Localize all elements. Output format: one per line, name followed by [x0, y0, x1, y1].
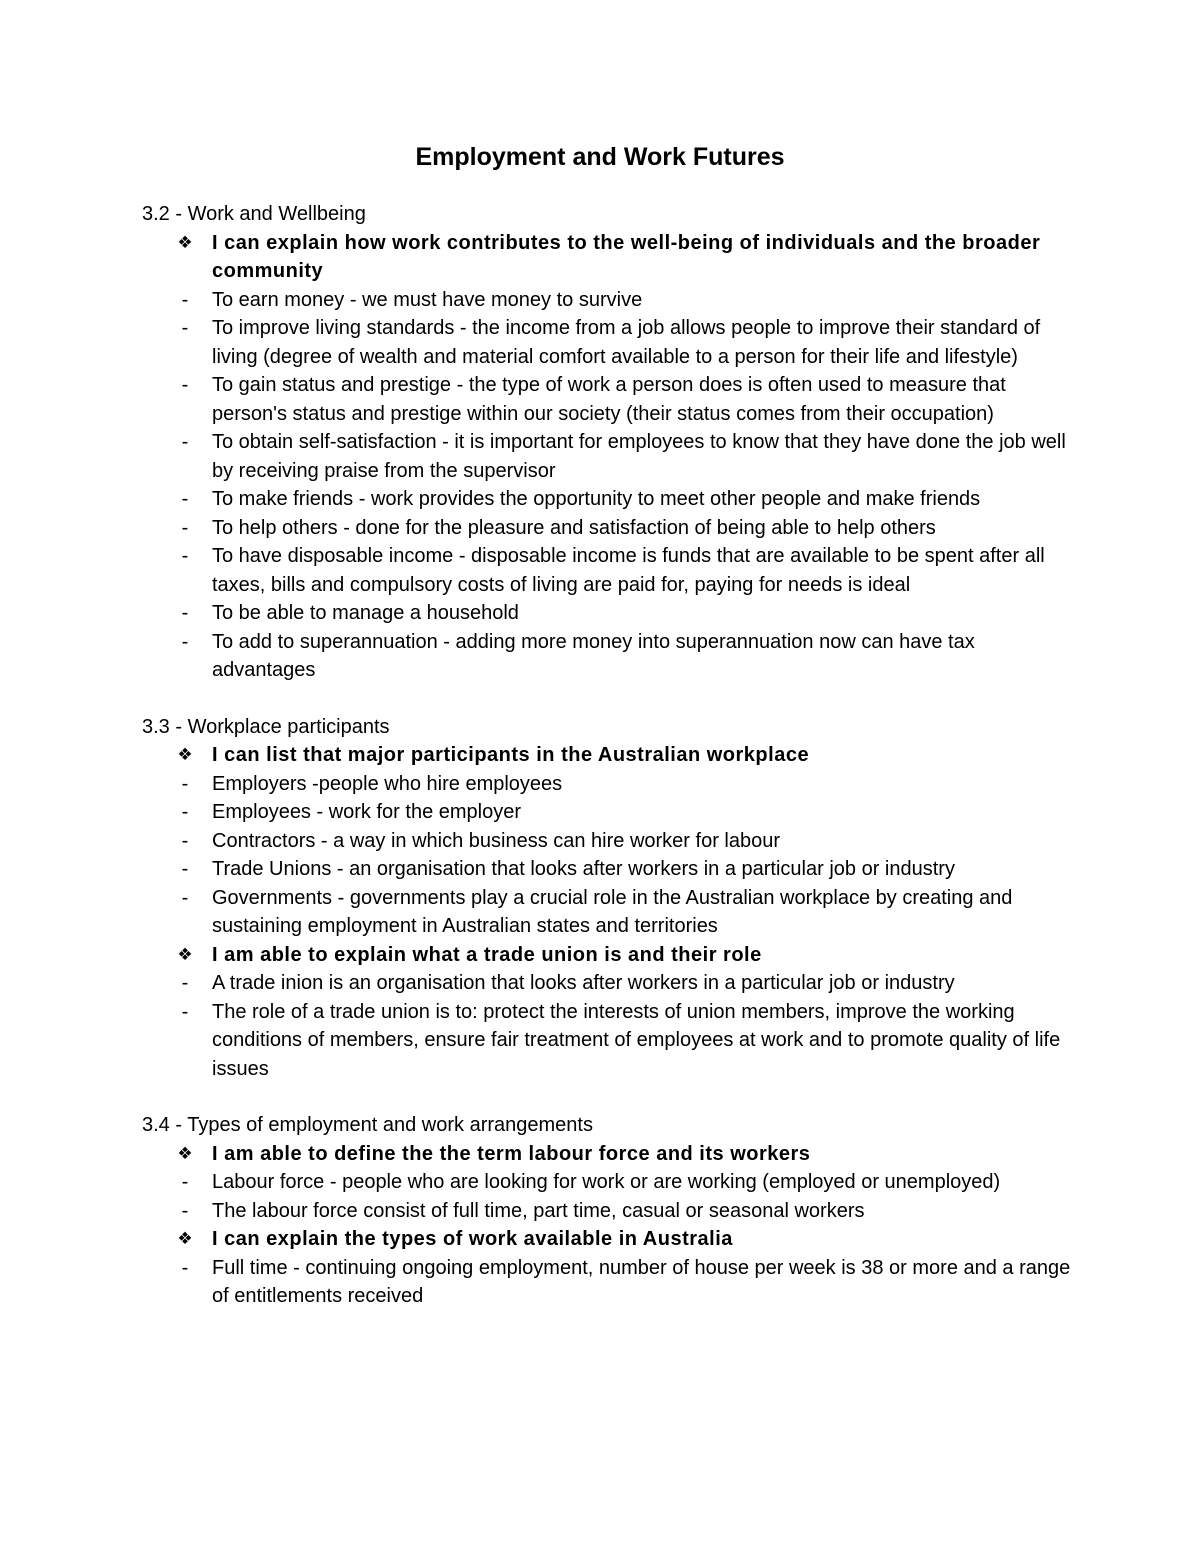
list-item — [142, 286, 1072, 315]
list-item — [142, 428, 1072, 485]
goal-text: I can list that major participants in the Australian workplace — [212, 744, 810, 766]
dash-bullet-icon: - — [181, 972, 189, 994]
learning-goal — [142, 229, 1072, 286]
item-text: Contractors - a way in which business can hire worker for labour — [212, 829, 781, 852]
item-text: Governments - governments play a crucial role in the Australian workplace by creating and sustaining employment in Australian states and territories — [212, 886, 1013, 937]
dash-bullet-icon: - — [181, 516, 189, 539]
dash-bullet-icon: - — [181, 1256, 189, 1279]
list-item — [142, 827, 1072, 856]
item-text: To be able to manage a household — [212, 602, 519, 624]
diamond-bullet-icon: ❖ — [177, 1229, 193, 1249]
item-text: To earn money - we must have money to survive — [212, 288, 643, 311]
item-text: Trade Unions - an organisation that looks after workers in a particular job or industry — [212, 858, 955, 880]
list-item — [142, 1168, 1072, 1197]
dash-bullet-icon: - — [181, 858, 189, 880]
learning-goal — [142, 741, 1072, 770]
dash-bullet-icon: - — [181, 1171, 189, 1193]
item-text: Employees - work for the employer — [212, 801, 522, 823]
dash-bullet-icon: - — [181, 545, 189, 567]
item-text: To gain status and prestige - the type of work a person does is often used to measure that person's status and prestige within our society (their status comes from their occupation) — [212, 374, 1006, 425]
section-workplace-participants — [142, 713, 1072, 1084]
item-text: Employers -people who hire employees — [212, 772, 563, 795]
learning-goal — [142, 941, 1072, 970]
diamond-bullet-icon: ❖ — [177, 745, 193, 765]
list-item — [142, 770, 1072, 799]
dash-bullet-icon: - — [181, 602, 189, 624]
item-text: To add to superannuation - adding more money into superannuation now can have tax advantages — [212, 630, 975, 681]
list-item — [142, 628, 1072, 685]
list-item — [142, 798, 1072, 827]
page-title: Employment and Work Futures — [415, 143, 785, 171]
list-item — [142, 371, 1072, 428]
item-text: To have disposable income - disposable income is funds that are available to be spent after all taxes, bills and compulsory costs of living are paid for, paying for needs is ideal — [212, 545, 1045, 596]
goal-text: I can explain how work contributes to the well-being of individuals and the broader community — [212, 231, 1041, 282]
list-item — [142, 314, 1072, 371]
list-item — [142, 884, 1072, 941]
list-item — [142, 485, 1072, 514]
dash-bullet-icon: - — [181, 829, 189, 852]
item-text: A trade inion is an organisation that looks after workers in a particular job or industry — [212, 972, 955, 994]
section-types-of-employment — [142, 1111, 1072, 1311]
section-work-and-wellbeing — [142, 200, 1072, 685]
dash-bullet-icon: - — [181, 317, 189, 339]
list-item — [142, 599, 1072, 628]
dash-bullet-icon: - — [181, 801, 189, 823]
goal-text: I am able to define the the term labour force and its workers — [212, 1142, 811, 1165]
list-item — [142, 514, 1072, 543]
list-item — [142, 998, 1072, 1084]
list-item — [142, 969, 1072, 998]
section-heading: 3.2 - Work and Wellbeing — [142, 203, 366, 225]
dash-bullet-icon: - — [181, 630, 189, 653]
item-text: Full time - continuing ongoing employment, number of house per week is 38 or more and a range of entitlements received — [212, 1256, 1071, 1307]
item-text: The role of a trade union is to: protect the interests of union members, improve the working conditions of members, ensure fair treatment of employees at work and to promote quality of life issues — [212, 1000, 1061, 1080]
diamond-bullet-icon: ❖ — [177, 232, 193, 253]
item-text: To help others - done for the pleasure and satisfaction of being able to help others — [212, 516, 936, 539]
section-heading: 3.3 - Workplace participants — [142, 715, 390, 738]
list-item — [142, 1197, 1072, 1226]
dash-bullet-icon: - — [181, 431, 189, 453]
dash-bullet-icon: - — [181, 288, 189, 311]
item-text: To improve living standards - the income from a job allows people to improve their standard of living (degree of wealth and material comfort available to a person for their life and lifestyle) — [212, 317, 1041, 368]
learning-goal — [142, 1225, 1072, 1254]
item-text: The labour force consist of full time, part time, casual or seasonal workers — [212, 1199, 865, 1222]
document-body — [142, 200, 1072, 1339]
dash-bullet-icon: - — [181, 1000, 189, 1023]
dash-bullet-icon: - — [181, 1199, 189, 1222]
dash-bullet-icon: - — [181, 488, 189, 510]
dash-bullet-icon: - — [181, 772, 189, 795]
diamond-bullet-icon: ❖ — [177, 1143, 193, 1164]
learning-goal — [142, 1140, 1072, 1169]
item-text: Labour force - people who are looking for work or are working (employed or unemployed) — [212, 1171, 1001, 1193]
list-item — [142, 1254, 1072, 1311]
item-text: To obtain self-satisfaction - it is important for employees to know that they have done the job well by receiving praise from the supervisor — [212, 431, 1066, 482]
list-item — [142, 855, 1072, 884]
diamond-bullet-icon: ❖ — [177, 944, 193, 965]
dash-bullet-icon: - — [181, 374, 189, 396]
section-heading: 3.4 - Types of employment and work arrangements — [142, 1114, 593, 1136]
list-item — [142, 542, 1072, 599]
goal-text: I can explain the types of work available in Australia — [212, 1228, 733, 1250]
goal-text: I am able to explain what a trade union is and their role — [212, 943, 762, 966]
dash-bullet-icon: - — [181, 886, 189, 909]
item-text: To make friends - work provides the opportunity to meet other people and make friends — [212, 488, 981, 510]
